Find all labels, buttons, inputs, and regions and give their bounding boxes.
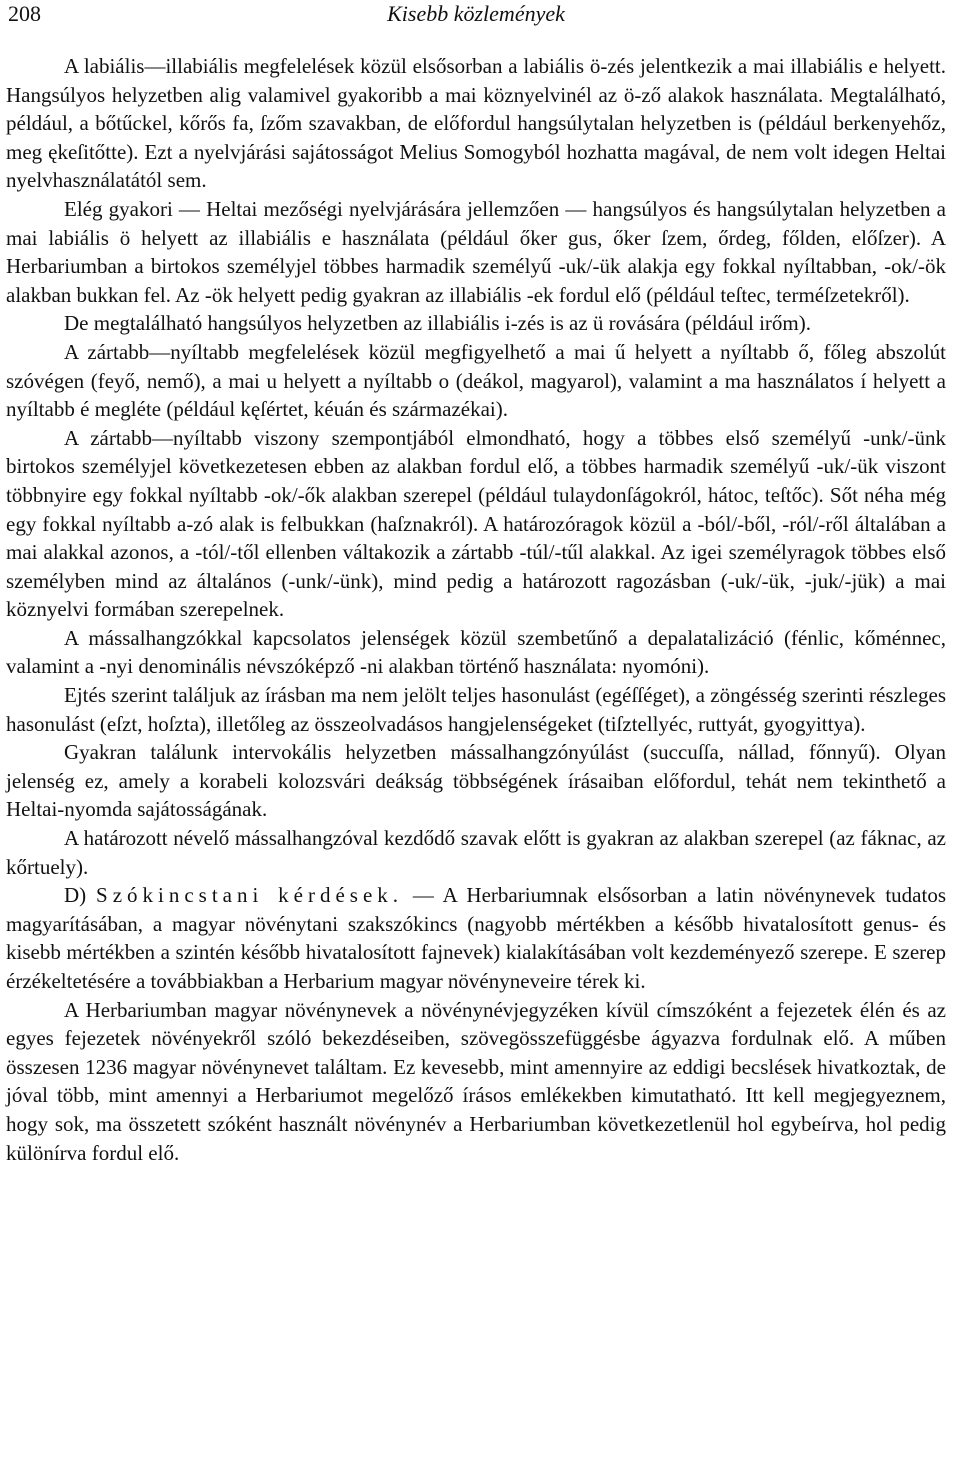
section-paragraph — [6, 881, 946, 995]
running-title: Kisebb közlemények — [387, 1, 565, 26]
page-body — [6, 52, 946, 1167]
paragraph: A mássalhangzókkal kapcsolatos jelenségek közül szembetűnő a depalatalizáció (fénlic, kőménnec, valamint a -nyi denominális névszóképző -ni alakban történő használata: nyomóni). — [6, 625, 946, 679]
page-number: 208 — [8, 1, 41, 26]
paragraph: A Herbariumban magyar növénynevek a növénynévjegyzéken kívül címszóként a fejezetek élén és az egyes fejezetek növényekről szóló bekezdéseiben, szövegösszefüggésbe ágyazva fordulnak elő. A műben összesen 1236 magyar növénynevet találtam. Ez kevesebb, mint amennyire az eddigi becslések hivatkoztak, de jóval több, mint amennyi a Herbariumot megelőző írásos emlékekben kimutatható. Itt kell megjegyeznem, hogy sok, ma összetett szóként használt növénynév a Herbariumban következetlenül hol egybeírva, hol pedig különírva fordul elő. — [6, 997, 946, 1165]
paragraph: A határozott névelő mássalhangzóval kezdődő szavak előtt is gyakran az alakban szerepel (az fáknac, az kőrtuely). — [6, 826, 946, 879]
paragraph: Gyakran találunk intervokális helyzetben mássalhangzónyúlást (succuſſa, nállad, főnnyű). Olyan jelenség ez, amely a korabeli kolozsvári deákság többségének írásaiban előfordul, tehát nem tekinthető a Heltai-nyomda sajátosságának. — [6, 740, 946, 822]
paragraph: De megtalálható hangsúlyos helyzetben az illabiális i-zés is az ü rovására (például irőm). — [64, 311, 811, 336]
page-header — [6, 0, 946, 30]
section-label: D) — [64, 883, 87, 908]
paragraph: Ejtés szerint találjuk az írásban ma nem jelölt teljes hasonulást (egéſſéget), a zöngésség szerinti részleges hasonulást (eſzt, hoſzta), illetőleg az összeolvadásos hangjelenségeket (tiſztellyéc, ruttyát, gyogyittya). — [6, 683, 946, 736]
paragraph: A labiális—illabiális megfelelések közül elsősorban a labiális ö-zés jelentkezik a mai illabiális e helyett. Hangsúlyos helyzetben alig valamivel gyakoribb a mai köznyelvinél az ö-ző alakok használata. Megtalálható, például, a bőtűckel, kőrős fa, ſzőm szavakban, de előfordul hangsúlytalan helyzetben is (például berkenyehőz, meg ękeſitőtte). Ezt a nyelvjárási sajátosságot Melius Somogyból hozhatta magával, de nem volt idegen Heltai nyelvhasználatától sem. — [6, 54, 946, 193]
section-text: — A Herbariumnak elsősorban a latin növénynevek tudatos magyarításában, a magyar növénytani szakszókincs (nagyobb mértékben a később hivatalosított genus- és kisebb mértékben a szintén később hivatalosított fajnevek) kialakításában volt kezdeményező szerepe. E szerep érzékeltetésére a továbbiakban a Herbarium magyar növényneveire térek ki. — [6, 883, 947, 993]
section-heading: Szókincstani kérdések. — [96, 883, 404, 908]
paragraph: Elég gyakori — Heltai mezőségi nyelvjárására jellemzően — hangsúlyos és hangsúlytalan helyzetben a mai labiális ö helyett az illabiális e használata (például őker gus, őker ſzem, őrdeg, főlden, előſzer). A Herbariumban a birtokos személyjel többes harmadik személyű -uk/-ük alakja egy fokkal nyíltabban, -ok/-ök alakban bukkan fel. Az -ök helyett pedig gyakran az illabiális -ek fordul elő (például teſtec, terméſzetekről). — [6, 196, 946, 307]
paragraph: A zártabb—nyíltabb viszony szempontjából elmondható, hogy a többes első személyű -unk/-ünk birtokos személyjel következetesen ebben az alakban fordul elő, a többes harmadik személyű -uk/-ük viszont többnyire egy fokkal nyíltabb -ok/-ők alakban szerepel (például tulaydonſágokról, hátoc, teſtőc). Sőt néha még egy fokkal nyíltabb a-zó alak is felbukkan (haſznakról). A határozóragok közül a -ból/-ből, -ról/-ről általában a mai alakkal azonos, a -tól/-től ellenben váltakozik a zártabb -túl/-tűl alakkal. Az igei személyragok többes első személyben mind az általános (-unk/-ünk), mind pedig a határozott ragozásban (-uk/-ük, -juk/-jük) a mai köznyelvi formában szerepelnek. — [6, 425, 946, 622]
paragraph: A zártabb—nyíltabb megfelelések közül megfigyelhető a mai ű helyett a nyíltabb ő, főleg abszolút szóvégen (feyő, nemő), a mai u helyett a nyíltabb o (deákol, magyarol), valamint a ma használatos í helyett a nyíltabb é megléte (például kęſértet, kéuán és származékai). — [6, 339, 946, 422]
